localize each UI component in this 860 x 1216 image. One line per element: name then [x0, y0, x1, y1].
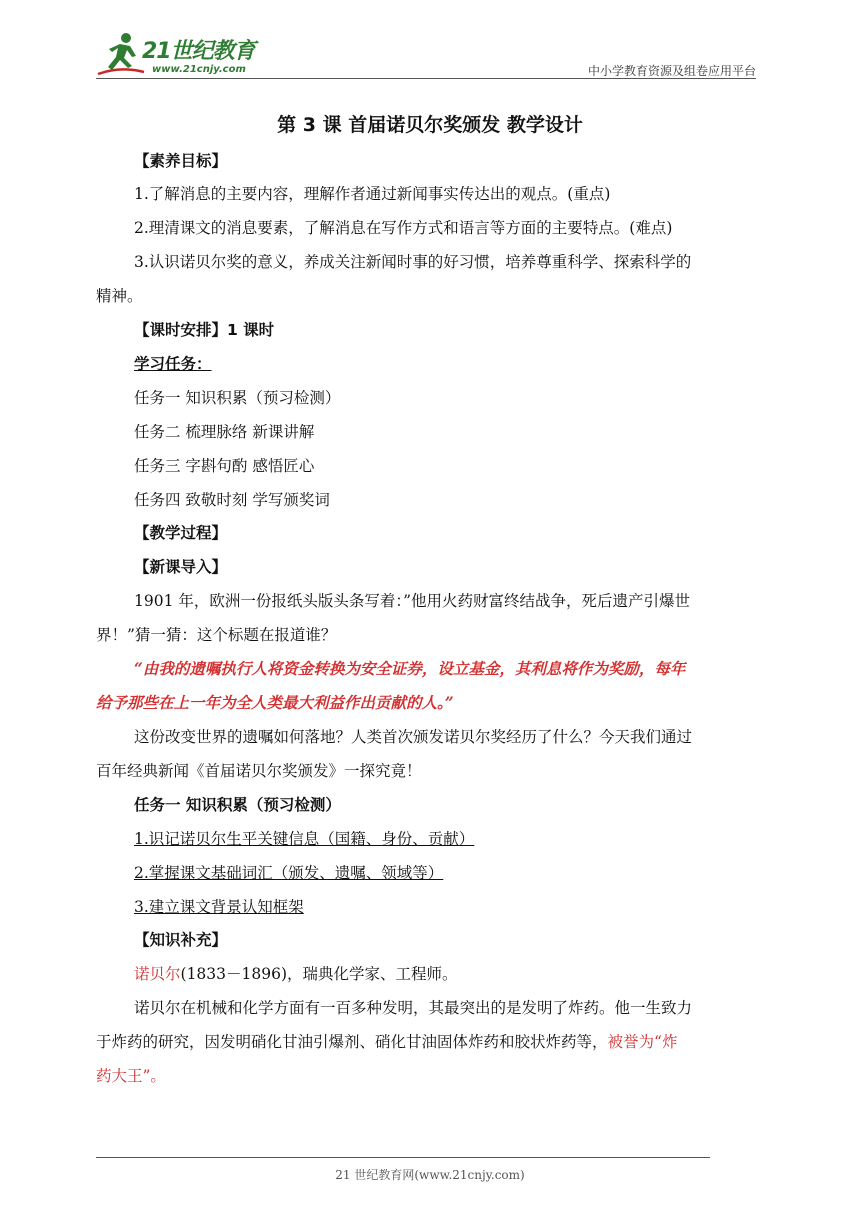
footer-divider — [96, 1157, 710, 1158]
will-quote-cont: 给予那些在上一年为全人类最大利益作出贡献的人。” — [96, 693, 454, 712]
nobel-para-cont: 于炸药的研究，因发明硝化甘油引爆剂、硝化甘油固体炸药和胶状炸药等，被誉为“炸 — [96, 1033, 678, 1051]
will-quote: “由我的遗嘱执行人将资金转换为安全证券，设立基金，其利息将作为奖励，每年 — [134, 659, 686, 678]
nobel-para: 诺贝尔在机械和化学方面有一百多种发明，其最突出的是发明了炸药。他一生致力 — [134, 999, 693, 1017]
task-1: 任务一 知识积累（预习检测） — [134, 389, 341, 407]
runner-icon — [96, 30, 146, 78]
task-2: 任务二 梳理脉络 新课讲解 — [134, 423, 315, 441]
intro-para-2-cont: 百年经典新闻《首届诺贝尔奖颁发》一探究竟！ — [96, 762, 422, 780]
page-title: 第 3 课 首届诺贝尔奖颁发 教学设计 — [277, 114, 583, 136]
task-4: 任务四 致敬时刻 学写颁奖词 — [134, 491, 330, 509]
logo-text: 21世纪教育 — [142, 39, 255, 64]
intro-para-1: 1901 年，欧洲一份报纸头版头条写着：”他用火药财富终结战争，死后遗产引爆世 — [134, 592, 691, 610]
nobel-para-end: 药大王”。 — [96, 1067, 166, 1085]
task-3: 任务三 字斟句酌 感悟匠心 — [134, 457, 315, 475]
nickname-highlight: 被誉为“炸 — [607, 1033, 678, 1051]
goal-3: 3.认识诺贝尔奖的意义，养成关注新闻时事的好习惯，培养尊重科学、探索科学的 — [134, 253, 692, 271]
task-1-item-2: 2.掌握课文基础词汇（颁发、遗嘱、领域等） — [134, 864, 444, 882]
page-footer: 21 世纪教育网(www.21cnjy.com) — [335, 1168, 525, 1182]
header-divider — [96, 78, 756, 79]
goal-2: 2.理清课文的消息要素，了解消息在写作方式和语言等方面的主要特点。(难点) — [134, 219, 673, 237]
supplement-heading: 【知识补充】 — [134, 931, 228, 949]
task-1-item-3: 3.建立课文背景认知框架 — [134, 898, 304, 916]
task-1-item-1: 1.识记诺贝尔生平关键信息（国籍、身份、贡献） — [134, 830, 475, 848]
goal-1: 1.了解消息的主要内容，理解作者通过新闻事实传达出的观点。(重点) — [134, 185, 611, 203]
intro-heading: 【新课导入】 — [134, 558, 228, 576]
section-heading: 【素养目标】 — [134, 152, 228, 170]
nobel-bio: 诺贝尔(1833－1896)，瑞典化学家、工程师。 — [134, 965, 458, 983]
schedule-heading: 【课时安排】1 课时 — [134, 321, 275, 339]
goal-3-cont: 精神。 — [96, 287, 143, 305]
intro-para-1-cont: 界！”猜一猜：这个标题在报道谁？ — [96, 626, 337, 644]
logo-url: www.21cnjy.com — [152, 64, 246, 75]
task-1-heading: 任务一 知识积累（预习检测） — [134, 796, 341, 814]
intro-para-2: 这份改变世界的遗嘱如何落地？人类首次颁发诺贝尔奖经历了什么？今天我们通过 — [134, 728, 693, 746]
nobel-name: 诺贝尔 — [134, 965, 181, 983]
tasks-heading: 学习任务： — [134, 355, 212, 373]
page-header — [0, 0, 860, 90]
process-heading: 【教学过程】 — [134, 524, 228, 542]
site-logo — [96, 30, 266, 80]
platform-name: 中小学教育资源及组卷应用平台 — [587, 64, 756, 78]
